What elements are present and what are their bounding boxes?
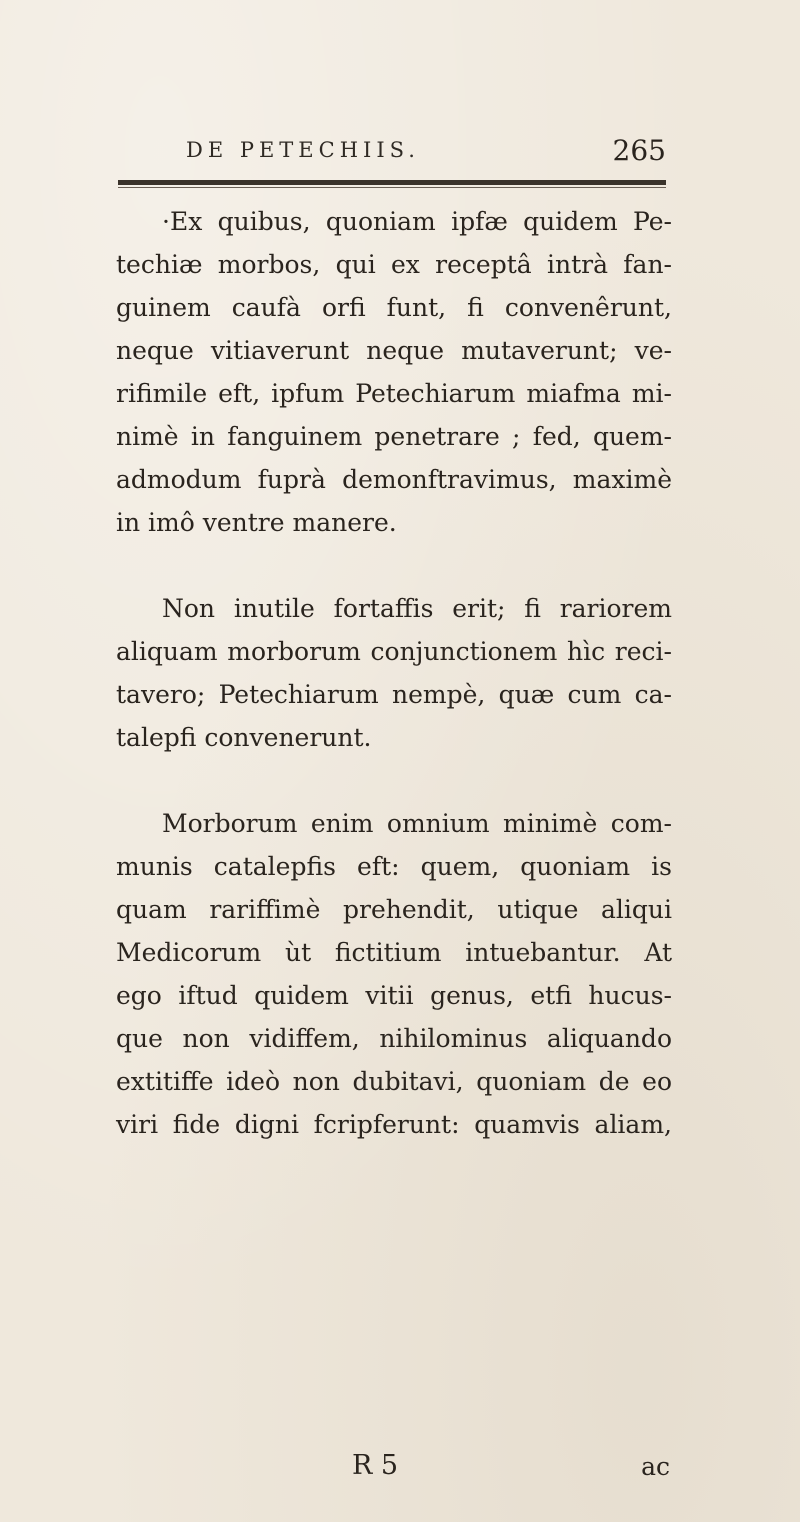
text-line: Medicorum ùt fictitium intuebantur. At — [116, 938, 672, 967]
header-rule-thin — [118, 187, 666, 188]
text-line: ·Ex quibus, quoniam ipfæ quidem Pe- — [162, 207, 672, 236]
catchword: ac — [641, 1452, 670, 1481]
paragraph-3 — [116, 802, 672, 1146]
text-line: guinem caufà orfi funt, fi convenêrunt, — [116, 293, 672, 322]
text-line: techiæ morbos, qui ex receptâ intrà fan- — [116, 250, 672, 279]
text-line: extitiffe ideò non dubitavi, quoniam de eo — [116, 1067, 672, 1096]
text-line: viri fide digni fcripferunt: quamvis aliam, — [116, 1110, 672, 1139]
text-line: quam rariffimè prehendit, utique aliqui — [116, 895, 672, 924]
text-line: Morborum enim omnium minimè com- — [162, 809, 672, 838]
body-text — [116, 200, 672, 1146]
text-line: talepfi convenerunt. — [116, 723, 372, 752]
page-footer — [116, 1450, 672, 1494]
header-rule — [118, 180, 666, 185]
paragraph-gap — [116, 759, 672, 802]
text-line: que non vidiffem, nihilominus aliquando — [116, 1024, 672, 1053]
text-line: ego iftud quidem vitii genus, etfi hucus- — [116, 981, 672, 1010]
text-line: nimè in fanguinem penetrare ; fed, quem- — [116, 422, 672, 451]
signature-mark: R 5 — [352, 1450, 399, 1481]
text-line: tavero; Petechiarum nempè, quæ cum ca- — [116, 680, 672, 709]
text-line: aliquam morborum conjunctionem hìc reci- — [116, 637, 672, 666]
running-head: DE PETECHIIS. — [186, 138, 420, 162]
text-line: rifimile eft, ipfum Petechiarum miafma mi- — [116, 379, 672, 408]
text-line: neque vitiaverunt neque mutaverunt; ve- — [116, 336, 672, 365]
paragraph-2 — [116, 587, 672, 759]
page-header — [186, 134, 666, 174]
text-line: Non inutile fortaffis erit; fi rariorem — [162, 594, 672, 623]
text-line: in imô ventre manere. — [116, 508, 397, 537]
page-number: 265 — [612, 134, 666, 167]
paragraph-1 — [116, 200, 672, 544]
text-line: admodum fuprà demonftravimus, maximè — [116, 465, 672, 494]
paragraph-gap — [116, 544, 672, 587]
text-line: munis catalepfis eft: quem, quoniam is — [116, 852, 672, 881]
